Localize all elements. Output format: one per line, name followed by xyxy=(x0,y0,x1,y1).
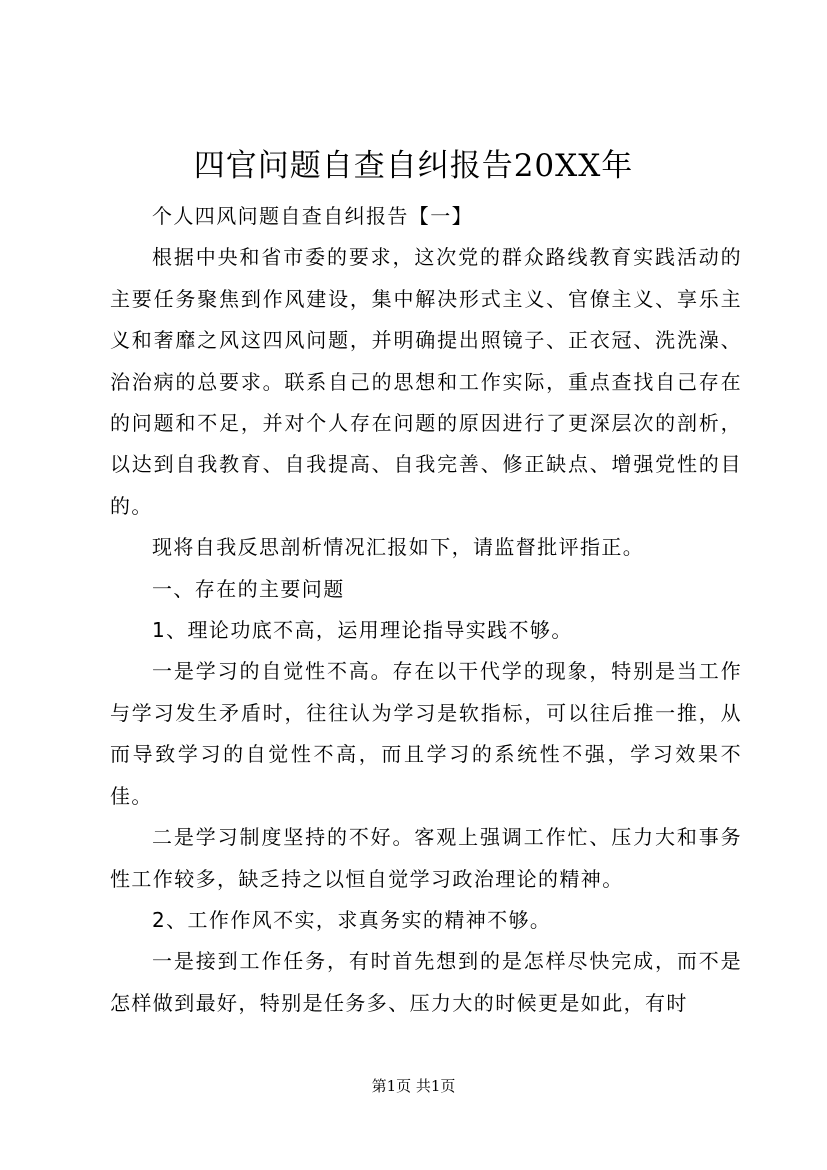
paragraph-report-note: 现将自我反思剖析情况汇报如下，请监督批评指正。 xyxy=(152,535,645,560)
paragraph-intro: 根据中央和省市委的要求，这次党的群众路线教育实践活动的主要任务聚焦到作风建设，集中解决形式主义、官僚主义、享乐主义和奢靡之风这四风问题，并明确提出照镜子、正衣冠、洗洗澡、治治病的总要求。联系自己的思想和工作实际，重点查找自己存在的问题和不足，并对个人存在问题的原因进行了更深层次的剖析，以达到自我教育、自我提高、自我完善、修正缺点、增强党性的目的。 xyxy=(110,245,742,518)
paragraph-subtitle: 个人四风问题自查自纠报告【一】 xyxy=(152,204,473,228)
document-body xyxy=(110,196,742,1024)
subheading-work-style: 2、工作作风不实，求真务实的精神不够。 xyxy=(152,907,552,932)
paragraph-study-system: 二是学习制度坚持的不好。客观上强调工作忙、压力大和事务性工作较多，缺乏持之以恒自觉学习政治理论的精神。 xyxy=(110,825,742,891)
paragraph-study-initiative: 一是学习的自觉性不高。存在以干代学的现象，特别是当工作与学习发生矛盾时，往往认为学习是软指标，可以往后推一推，从而导致学习的自觉性不高，而且学习的系统性不强，学习效果不佳。 xyxy=(110,659,742,808)
subheading-theory: 1、理论功底不高，运用理论指导实践不够。 xyxy=(152,618,573,643)
document-title: 四官问题自查自纠报告20XX年 xyxy=(193,148,634,184)
paragraph-work-tasks: 一是接到工作任务，有时首先想到的是怎样尽快完成，而不是怎样做到最好，特别是任务多、压力大的时候更是如此，有时 xyxy=(110,949,742,1015)
section-heading-main-problems: 一、存在的主要问题 xyxy=(152,576,345,601)
page-number-footer: 第1页 共1页 xyxy=(371,1077,456,1095)
